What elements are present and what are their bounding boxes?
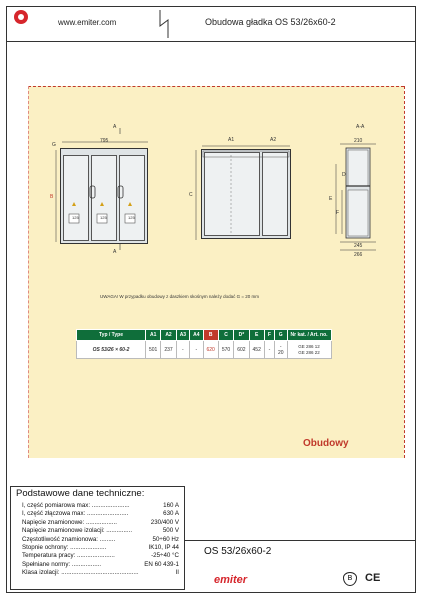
footer-model: OS 53/26x60-2 bbox=[204, 546, 272, 557]
center-dim-a2: A2 bbox=[270, 137, 277, 143]
th-d: D* bbox=[234, 330, 249, 341]
td-d: 602 bbox=[234, 341, 249, 359]
front-handles bbox=[60, 148, 148, 244]
page-header bbox=[6, 6, 416, 42]
td-c: 570 bbox=[218, 341, 233, 359]
side-label-f: F bbox=[336, 210, 340, 216]
tech-label: Napięcie znamionowe izolacji: ............... bbox=[22, 527, 133, 535]
header-url[interactable]: www.emiter.com bbox=[58, 18, 117, 27]
tech-label: Spełniane normy: ................. bbox=[22, 560, 102, 568]
tech-row bbox=[22, 519, 179, 527]
tech-row bbox=[22, 527, 179, 535]
tech-list bbox=[22, 502, 179, 578]
center-details bbox=[201, 149, 291, 239]
tech-value: 630 A bbox=[163, 510, 179, 518]
tech-row bbox=[22, 536, 179, 544]
tech-label: Klasa izolacji: ............................................. bbox=[22, 569, 139, 577]
th-a1: A1 bbox=[146, 330, 161, 341]
b-certification-icon: B bbox=[343, 572, 357, 586]
tech-label: I, część pomiarowa max: ...................... bbox=[22, 502, 130, 509]
zigzag-divider-icon bbox=[146, 8, 176, 38]
tech-value: 230/400 V bbox=[150, 518, 179, 526]
section-mark-bottom: A bbox=[113, 249, 117, 255]
tech-label: Częstotliwość znamionowa: ......... bbox=[22, 535, 116, 543]
side-label-e: E bbox=[329, 196, 333, 202]
drawing-border-right bbox=[404, 86, 405, 458]
front-label-g: G bbox=[52, 142, 56, 148]
tech-value: II bbox=[175, 569, 179, 577]
section-mark-top: A bbox=[113, 124, 117, 130]
emiter-logo-icon bbox=[14, 10, 28, 24]
section-title: A-A bbox=[356, 124, 365, 130]
tech-value: 160 A bbox=[163, 502, 179, 509]
th-a2: A2 bbox=[161, 330, 176, 341]
tech-label: I, część złączowa max: ........................ bbox=[22, 510, 129, 518]
tech-value: EN 60 439-1 bbox=[144, 560, 179, 568]
tech-label: Napięcie znamionowe: .................. bbox=[22, 518, 117, 526]
side-label-d: D bbox=[342, 172, 346, 178]
tech-value: 50÷60 Hz bbox=[152, 535, 179, 543]
tech-value: IK10, IP 44 bbox=[148, 544, 179, 552]
tech-row bbox=[22, 510, 179, 518]
center-height-label: C bbox=[189, 192, 193, 198]
tech-value: -25÷40 °C bbox=[151, 552, 179, 560]
th-g: G bbox=[274, 330, 287, 341]
th-type: Typ / Type bbox=[77, 330, 146, 341]
fuse-label-3: 125 bbox=[128, 215, 135, 220]
th-b: B bbox=[203, 330, 218, 341]
td-a1: 501 bbox=[146, 341, 161, 359]
td-b: 620 bbox=[203, 341, 218, 359]
tech-row bbox=[22, 561, 179, 569]
drawing-border-top bbox=[28, 86, 404, 87]
th-artno: Nr kat. / Art. no. bbox=[287, 330, 331, 341]
side-dim-210: 210 bbox=[354, 138, 363, 144]
front-width-dim: 795 bbox=[100, 138, 109, 144]
td-type: OS 53/26 × 60-2 bbox=[77, 341, 146, 359]
spec-header-row bbox=[77, 330, 332, 341]
tech-label: Stopnie ochrony: ..................... bbox=[22, 544, 107, 552]
side-dim-245: 245 bbox=[354, 243, 363, 249]
td-artno-1: GE 286 12 bbox=[298, 343, 320, 349]
tech-value: 500 V bbox=[162, 527, 179, 535]
side-dim-266: 266 bbox=[354, 252, 363, 258]
td-a3: - bbox=[176, 341, 189, 359]
td-a4: - bbox=[190, 341, 203, 359]
spec-table bbox=[76, 329, 332, 359]
td-e: 452 bbox=[249, 341, 264, 359]
th-c: C bbox=[218, 330, 233, 341]
brand-logo: emiter bbox=[214, 574, 248, 586]
td-a2: 237 bbox=[161, 341, 176, 359]
front-height-label: B bbox=[50, 194, 54, 200]
tech-row bbox=[22, 502, 179, 510]
drawing-border-left bbox=[28, 86, 29, 458]
th-a3: A3 bbox=[176, 330, 189, 341]
th-e: E bbox=[249, 330, 264, 341]
center-dim-a1: A1 bbox=[228, 137, 235, 143]
th-a4: A4 bbox=[190, 330, 203, 341]
table-row bbox=[77, 341, 332, 359]
th-f: F bbox=[264, 330, 274, 341]
side-section-drawing bbox=[332, 134, 382, 264]
fuse-label-1: 125 bbox=[72, 215, 79, 220]
td-f: - bbox=[264, 341, 274, 359]
fuse-label-2: 125 bbox=[100, 215, 107, 220]
td-artno-2: GE 286 22 bbox=[298, 349, 320, 355]
tech-row bbox=[22, 569, 179, 577]
td-artno bbox=[287, 341, 331, 359]
ce-mark-icon: CE bbox=[365, 572, 381, 584]
tech-row bbox=[22, 544, 179, 552]
tech-label: Temperatura pracy: ...................... bbox=[22, 552, 115, 560]
category-label: Obudowy bbox=[303, 438, 349, 449]
td-g bbox=[274, 341, 287, 359]
td-g-2: 20 bbox=[277, 349, 284, 356]
drawing-note: UWAGA! W przypadku obudowy z daszkiem skośnym należy dodać G = 20 mm bbox=[100, 294, 260, 299]
td-g-1: - bbox=[279, 343, 282, 350]
tech-heading: Podstawowe dane techniczne: bbox=[16, 488, 145, 499]
header-title: Obudowa gładka OS 53/26x60-2 bbox=[205, 17, 336, 27]
tech-row bbox=[22, 552, 179, 560]
